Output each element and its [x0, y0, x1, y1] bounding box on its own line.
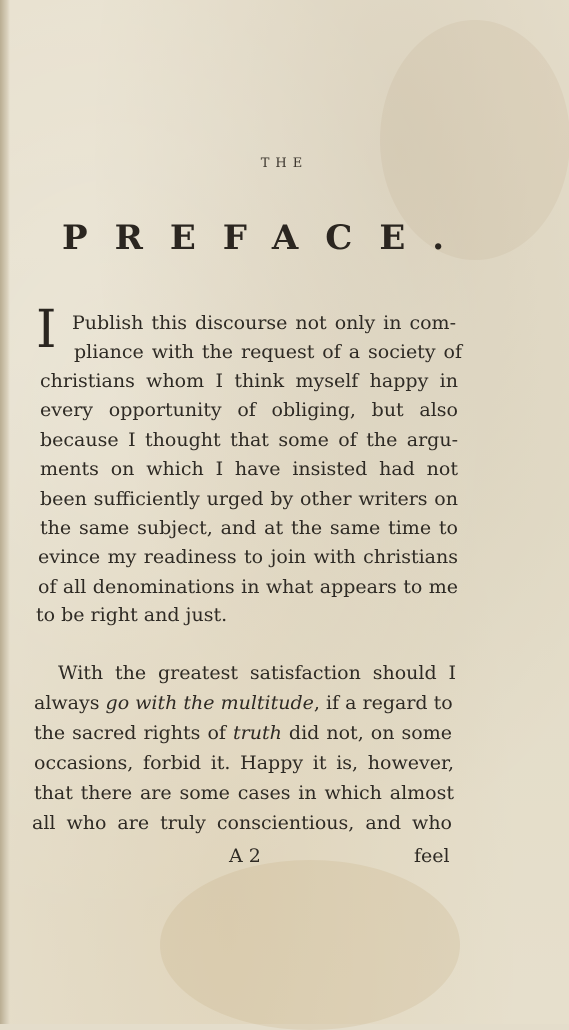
text-line: the same subject, and at the same time to — [40, 517, 458, 539]
drop-cap: I — [36, 300, 57, 360]
text-segment: , if a regard to — [313, 692, 453, 714]
text-line — [34, 722, 452, 744]
text-segment: did not, on some — [281, 722, 452, 744]
page-binding-edge — [0, 0, 10, 1024]
text-line — [34, 692, 452, 714]
text-line: every opportunity of obliging, but also — [40, 399, 458, 421]
text-line: to be right and just. — [36, 604, 228, 626]
catchword: feel — [414, 845, 450, 867]
paper-stain — [160, 860, 460, 1030]
text-line: been sufficiently urged by other writers on — [40, 488, 458, 510]
text-line: christians whom I think myself happy in — [40, 370, 458, 392]
signature-mark: A 2 — [229, 845, 261, 867]
text-line: occasions, forbid it. Happy it is, however, — [34, 752, 454, 774]
text-line: all who are truly conscientious, and who — [32, 812, 452, 834]
text-line: because I thought that some of the argu- — [40, 429, 458, 451]
text-line: Publish this discourse not only in com- — [72, 312, 456, 334]
italic-phrase: go with the multitude — [105, 692, 314, 714]
text-line: that there are some cases in which almost — [34, 782, 454, 804]
text-segment: always — [34, 692, 106, 714]
text-line: evince my readiness to join with christians — [38, 546, 458, 568]
text-line: of all denominations in what appears to me — [38, 576, 458, 598]
text-line: With the greatest satisfaction should I — [58, 662, 456, 684]
text-segment: the sacred rights of — [34, 722, 234, 744]
page-title: PREFACE. — [62, 218, 472, 258]
running-head: THE — [260, 156, 309, 171]
text-line: ments on which I have insisted had not — [40, 458, 458, 480]
text-line: pliance with the request of a society of — [74, 341, 462, 363]
italic-word: truth — [233, 722, 282, 744]
